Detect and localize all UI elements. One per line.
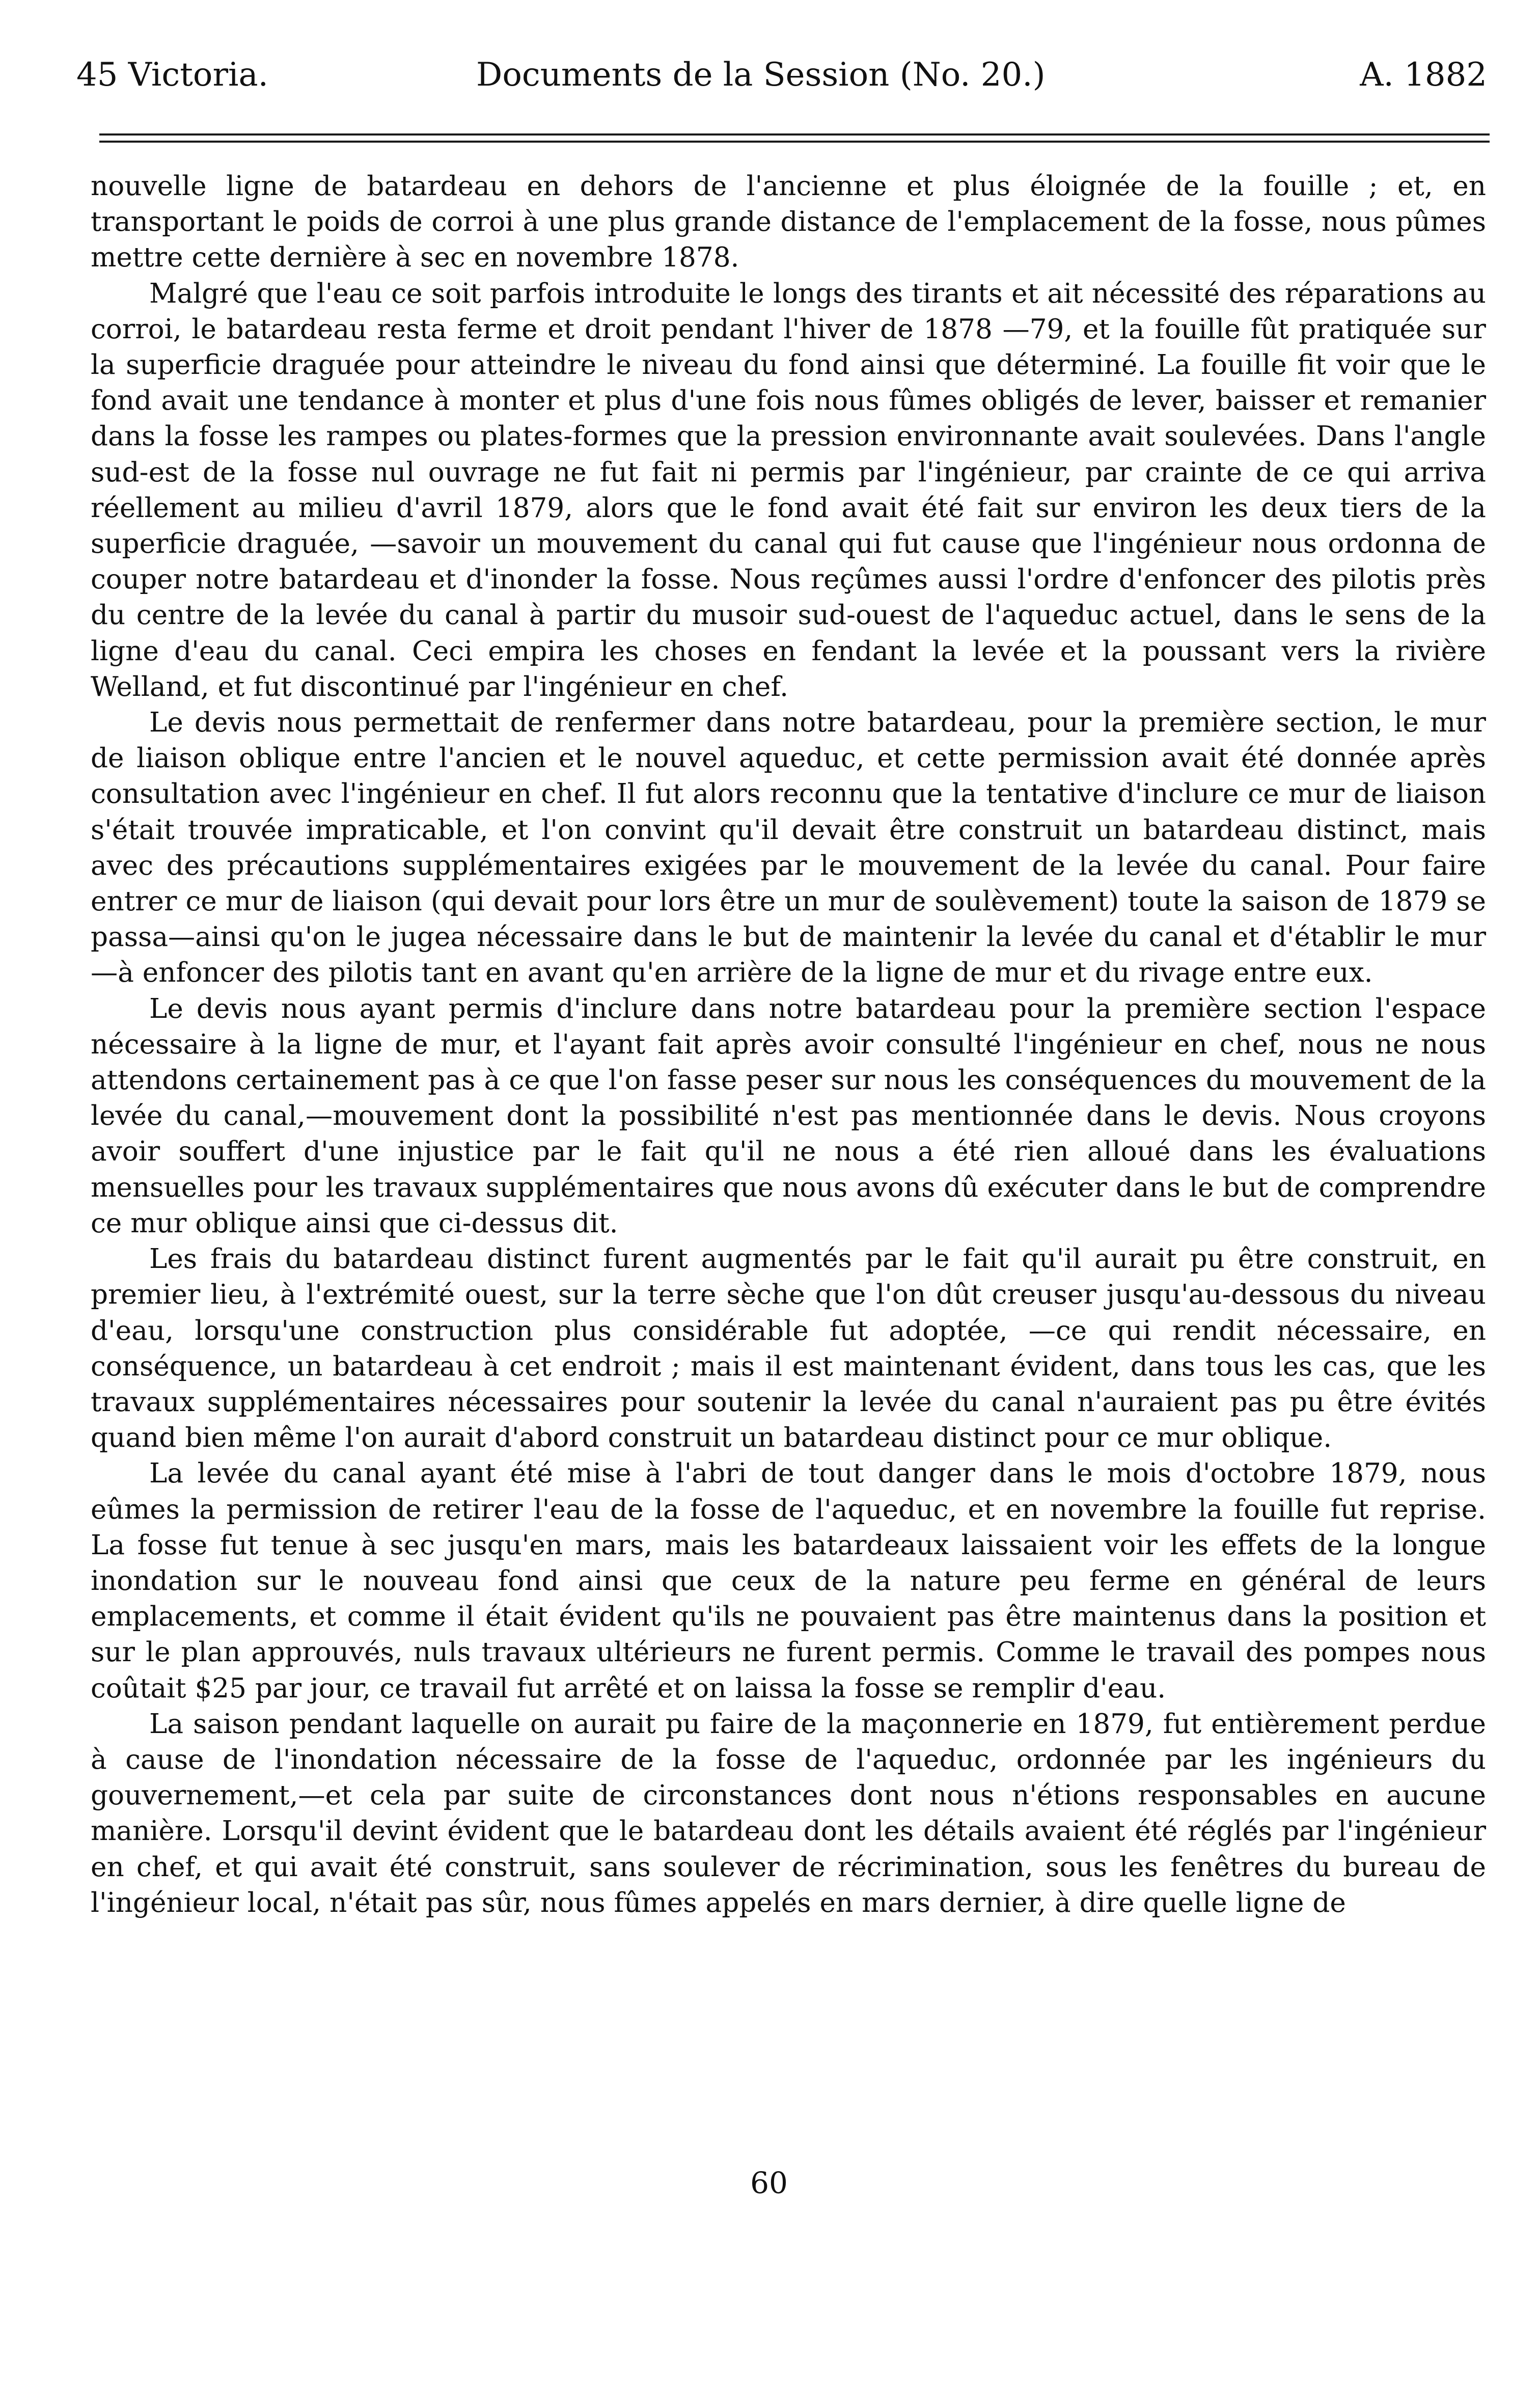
paragraph-3: Le devis nous permettait de renfermer dans notre batardeau, pour la première section, le mur de liaison oblique entre l'ancien et le nouvel aqueduc, et cette permission avait été donnée après consultation avec l'ingénieur en chef. Il fut alors reconnu que la tentative d'inclure ce mur de liaison s'était trouvée impraticable, et l'on convint qu'il devait être construit un batardeau distinct, mais avec des précautions supplémentaires exigées par le mouvement de la levée du canal. Pour faire entrer ce mur de liaison (qui devait pour lors être un mur de soulèvement) toute la saison de 1879 se passa—ainsi qu'on le jugea nécessaire dans le but de maintenir la levée du canal et d'établir le mur—à enfoncer des pilotis tant en avant qu'en arrière de la ligne de mur et du rivage entre eux. xyxy=(91,707,1486,989)
header-title: Documents de la Session (No. 20.) xyxy=(476,56,1046,94)
header-volume: 45 Victoria. xyxy=(76,56,268,94)
paragraph-4: Le devis nous ayant permis d'inclure dans notre batardeau pour la première section l'espace nécessaire à la ligne de mur, et l'ayant fait après avoir consulté l'ingénieur en chef, nous ne nous attendons certainement pas à ce que l'on fasse peser sur nous les conséquences du mouvement de la levée du canal,—mouvement dont la possibilité n'est pas mentionnée dans le devis. Nous croyons avoir souffert d'une injustice par le fait qu'il ne nous a été rien alloué dans les évaluations mensuelles pour les travaux supplémentaires que nous avons dû exécuter dans le but de comprendre ce mur oblique ainsi que ci-dessus dit. xyxy=(91,992,1486,1239)
paragraph-6: La levée du canal ayant été mise à l'abri de tout danger dans le mois d'octobre 1879, nous eûmes la permission de retirer l'eau de la fosse de l'aqueduc, et en novembre la fouille fut reprise. La fosse fut tenue à sec jusqu'en mars, mais les batardeaux laissaient voir les effets de la longue inondation sur le nouveau fond ainsi que ceux de la nature peu ferme en général de leurs emplacements, et comme il était évident qu'ils ne pouvaient pas être maintenus dans la position et sur le plan approuvés, nuls travaux ultérieurs ne furent permis. Comme le travail des pompes nous coûtait $25 par jour, ce travail fut arrêté et on laissa la fosse se remplir d'eau. xyxy=(91,1457,1486,1704)
paragraph-2: Malgré que l'eau ce soit parfois introduite le longs des tirants et ait nécessité des réparations au corroi, le batardeau resta ferme et droit pendant l'hiver de 1878 —79, et la fouille fût pratiquée sur la superficie draguée pour atteindre le niveau du fond ainsi que déterminé. La fouille fit voir que le fond avait une tendance à monter et plus d'une fois nous fûmes obligés de lever, baisser et remanier dans la fosse les rampes ou plates-formes que la pression environnante avait soulevées. Dans l'angle sud-est de la fosse nul ouvrage ne fut fait ni permis par l'ingénieur, par crainte de ce qui arriva réellement au milieu d'avril 1879, alors que le fond avait été fait sur environ les deux tiers de la superficie draguée, —savoir un mouvement du canal qui fut cause que l'ingénieur nous ordonna de couper notre batardeau et d'inonder la fosse. Nous reçûmes aussi l'ordre d'enfoncer des pilotis près du centre de la levée du canal à partir du musoir sud-ouest de l'aqueduc actuel, dans le sens de la ligne d'eau du canal. Ceci empira les choses en fendant la levée et la poussant vers la rivière Welland, et fut discontinué par l'ingénieur en chef. xyxy=(91,277,1486,702)
paragraph-5: Les frais du batardeau distinct furent augmentés par le fait qu'il aurait pu être construit, en premier lieu, à l'extrémité ouest, sur la terre sèche que l'on dût creuser jusqu'au-dessous du niveau d'eau, lorsqu'une construction plus considérable fut adoptée, —ce qui rendit nécessaire, en conséquence, un batardeau à cet endroit ; mais il est maintenant évident, dans tous les cas, que les travaux supplémentaires nécessaires pour soutenir la levée du canal n'auraient pas pu être évités quand bien même l'on aurait d'abord construit un batardeau distinct pour ce mur oblique. xyxy=(91,1243,1486,1454)
header-year: A. 1882 xyxy=(1360,56,1487,94)
paragraph-7: La saison pendant laquelle on aurait pu faire de la maçonnerie en 1879, fut entièrement perdue à cause de l'inondation nécessaire de la fosse de l'aqueduc, ordonnée par les ingénieurs du gouvernement,—et cela par suite de circonstances dont nous n'étions responsables en aucune manière. Lorsqu'il devint évident que le batardeau dont les détails avaient été réglés par l'ingénieur en chef, et qui avait été construit, sans soulever de récrimination, sous les fenêtres du bureau de l'ingénieur local, n'était pas sûr, nous fûmes appelés en mars dernier, à dire quelle ligne de xyxy=(91,1708,1486,1918)
page-number: 60 xyxy=(750,2166,788,2200)
body-text xyxy=(91,168,1486,1920)
header-rule-top xyxy=(99,133,1490,136)
header-rule-bottom xyxy=(99,141,1490,143)
paragraph-1: nouvelle ligne de batardeau en dehors de l'ancienne et plus éloignée de la fouille ; et, en transportant le poids de corroi à une plus grande distance de l'emplacement de la fosse, nous pûmes mettre cette dernière à sec en novembre 1878. xyxy=(91,170,1486,274)
running-header xyxy=(76,47,1487,103)
